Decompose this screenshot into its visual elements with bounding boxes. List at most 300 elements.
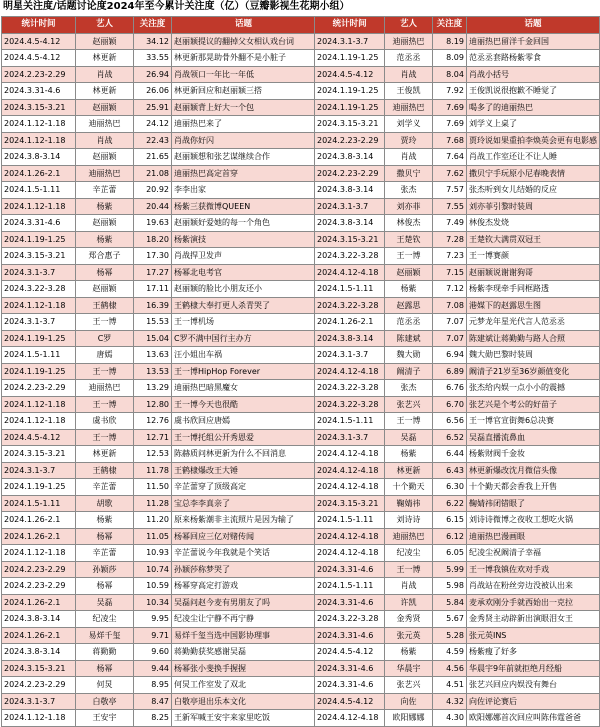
cell-date: 2024.3.15-3.21 xyxy=(315,495,385,512)
cell-value: 12.76 xyxy=(134,413,172,430)
cell-artist: 杨紫 xyxy=(76,512,134,529)
table-row xyxy=(2,429,316,446)
cell-value: 6.05 xyxy=(432,545,466,562)
cell-date: 2024.2.23-2.29 xyxy=(2,66,76,83)
cell-date: 2024.2.23-2.29 xyxy=(2,578,76,595)
cell-artist: 肖战 xyxy=(76,66,134,83)
cell-value: 6.52 xyxy=(432,429,466,446)
cell-topic: 赵丽颖说谢谢狗哥 xyxy=(466,264,599,281)
cell-value: 6.56 xyxy=(432,413,466,430)
table-row xyxy=(315,66,600,83)
header-date: 统计时间 xyxy=(2,17,76,34)
cell-topic: 杨紫瘦了好多 xyxy=(466,644,599,661)
cell-topic: 华晨宇9年前就拒绝月经船 xyxy=(466,660,599,677)
cell-artist: 吴磊 xyxy=(385,429,433,446)
cell-value: 13.53 xyxy=(134,363,172,380)
table-row xyxy=(315,297,600,314)
cell-date: 2024.4.12-4.18 xyxy=(315,710,385,727)
cell-topic: 王鹤棣大奉打更人杀青哭了 xyxy=(172,297,316,314)
cell-date: 2024.1.26-2.1 xyxy=(315,314,385,331)
table-row xyxy=(315,363,600,380)
cell-artist: 肖战 xyxy=(385,578,433,595)
cell-topic: 辛芷蕾穿了顶级高定 xyxy=(172,479,316,496)
cell-date: 2024.4.5-4.12 xyxy=(315,66,385,83)
cell-value: 7.12 xyxy=(432,281,466,298)
cell-topic: 纪凌尘让宁静不再宁静 xyxy=(172,611,316,628)
cell-topic: 陈建斌让蒋勤勤与路人合照 xyxy=(466,330,599,347)
cell-topic: 赵丽颖想和张艺谋继续合作 xyxy=(172,149,316,166)
table-row xyxy=(315,149,600,166)
cell-topic: 赵丽颖提议的翻掉父女相认戏台词 xyxy=(172,33,316,50)
cell-artist: 王鹤棣 xyxy=(76,297,134,314)
cell-topic: 林更新回应和赵丽颖三搭 xyxy=(172,83,316,100)
cell-date: 2024.3.8-3.14 xyxy=(315,215,385,232)
cell-artist: 肖战 xyxy=(385,149,433,166)
cell-value: 34.12 xyxy=(134,33,172,50)
cell-topic: 刘诗诗微博之夜收工想吃火锅 xyxy=(466,512,599,529)
cell-artist: 易烊千玺 xyxy=(76,627,134,644)
cell-artist: 张艺兴 xyxy=(385,677,433,694)
cell-date: 2024.3.22-3.28 xyxy=(315,297,385,314)
cell-value: 22.43 xyxy=(134,132,172,149)
cell-date: 2024.3.8-3.14 xyxy=(315,182,385,199)
cell-artist: 林更新 xyxy=(76,83,134,100)
cell-value: 7.69 xyxy=(432,99,466,116)
table-row xyxy=(315,165,600,182)
cell-artist: C罗 xyxy=(76,330,134,347)
cell-value: 8.04 xyxy=(432,66,466,83)
table-row xyxy=(315,314,600,331)
cell-date: 2024.3.15-3.21 xyxy=(315,231,385,248)
cell-value: 4.59 xyxy=(432,644,466,661)
table-row xyxy=(2,710,316,727)
cell-artist: 阚清子 xyxy=(385,363,433,380)
cell-artist: 王一博 xyxy=(385,561,433,578)
header-date: 统计时间 xyxy=(315,17,385,34)
table-row xyxy=(2,149,316,166)
cell-date: 2024.3.15-3.21 xyxy=(315,116,385,133)
cell-date: 2024.3.31-4.6 xyxy=(315,594,385,611)
cell-artist: 肖战 xyxy=(76,132,134,149)
cell-date: 2024.3.1-3.7 xyxy=(2,314,76,331)
cell-topic: 迪丽热巴留洋千金回国 xyxy=(466,33,599,50)
table-row xyxy=(315,99,600,116)
cell-value: 7.55 xyxy=(432,198,466,215)
cell-date: 2024.3.22-3.28 xyxy=(2,281,76,298)
table-row xyxy=(315,264,600,281)
table-row xyxy=(2,215,316,232)
cell-date: 2024.3.31-4.6 xyxy=(315,660,385,677)
cell-value: 16.39 xyxy=(134,297,172,314)
cell-artist: 范丞丞 xyxy=(385,314,433,331)
cell-value: 20.44 xyxy=(134,198,172,215)
cell-value: 7.28 xyxy=(432,231,466,248)
table-row xyxy=(2,512,316,529)
table-row xyxy=(315,545,600,562)
cell-topic: 王楚钦大满贯双冠王 xyxy=(466,231,599,248)
cell-topic: 迪丽热巴来了 xyxy=(172,116,316,133)
cell-date: 2024.1.26-2.1 xyxy=(2,627,76,644)
cell-date: 2024.1.19-1.25 xyxy=(2,231,76,248)
cell-topic: 贾玲说如果重拍李焕英会更有电影感 xyxy=(466,132,599,149)
cell-artist: 贾玲 xyxy=(385,132,433,149)
cell-artist: 赵丽颖 xyxy=(76,33,134,50)
table-row xyxy=(315,33,600,50)
cell-topic: 十个勤天都会香我上开售 xyxy=(466,479,599,496)
cell-artist: 赵丽颖 xyxy=(76,149,134,166)
cell-date: 2024.3.15-3.21 xyxy=(2,660,76,677)
cell-artist: 肖战 xyxy=(385,66,433,83)
cell-artist: 何炅 xyxy=(76,677,134,694)
cell-value: 10.59 xyxy=(134,578,172,595)
cell-artist: 张艺兴 xyxy=(385,396,433,413)
table-row xyxy=(315,578,600,595)
table-row xyxy=(315,215,600,232)
table-row xyxy=(315,660,600,677)
cell-topic: 魏大勋巴黎时装周 xyxy=(466,347,599,364)
cell-date: 2024.1.12-1.18 xyxy=(2,198,76,215)
table-row xyxy=(2,446,316,463)
table-row xyxy=(315,380,600,397)
right-header-row xyxy=(315,17,600,34)
cell-date: 2024.4.5-4.12 xyxy=(2,33,76,50)
cell-date: 2024.1.26-2.1 xyxy=(2,594,76,611)
table-row xyxy=(315,330,600,347)
cell-value: 11.28 xyxy=(134,495,172,512)
cell-date: 2024.1.5-1.11 xyxy=(315,281,385,298)
cell-date: 2024.1.19-1.25 xyxy=(2,479,76,496)
table-row xyxy=(315,446,600,463)
cell-date: 2024.3.1-3.7 xyxy=(2,693,76,710)
right-table-body xyxy=(315,33,600,726)
cell-topic: 杨幂回应三亿对赌传闻 xyxy=(172,528,316,545)
cell-value: 15.04 xyxy=(134,330,172,347)
cell-topic: 肖战站在粉丝旁边没被认出来 xyxy=(466,578,599,595)
cell-topic: 肖战工作室还让不让人睡 xyxy=(466,149,599,166)
cell-value: 7.68 xyxy=(432,132,466,149)
cell-topic: 虞书欣回应唐嫣 xyxy=(172,413,316,430)
cell-date: 2024.1.5-1.11 xyxy=(315,578,385,595)
cell-artist: 王楚钦 xyxy=(385,231,433,248)
cell-artist: 王一博 xyxy=(76,396,134,413)
cell-value: 19.63 xyxy=(134,215,172,232)
cell-topic: 张杰给内娱一点小小的震撼 xyxy=(466,380,599,397)
cell-topic: 张艺兴是个考公的好苗子 xyxy=(466,396,599,413)
cell-date: 2024.3.31-4.6 xyxy=(315,561,385,578)
table-row xyxy=(315,182,600,199)
cell-topic: 杨幂穿高定打游戏 xyxy=(172,578,316,595)
cell-artist: 杨紫 xyxy=(385,281,433,298)
cell-date: 2024.1.12-1.18 xyxy=(2,710,76,727)
cell-artist: 杨紫 xyxy=(385,644,433,661)
cell-topic: 易烊千玺当选中国影协理事 xyxy=(172,627,316,644)
cell-value: 4.51 xyxy=(432,677,466,694)
cell-artist: 刘诗诗 xyxy=(385,512,433,529)
cell-value: 6.43 xyxy=(432,462,466,479)
cell-topic: 王一博我镇佐欢对手戏 xyxy=(466,561,599,578)
header-topic: 话题 xyxy=(466,17,599,34)
cell-artist: 林更新 xyxy=(385,462,433,479)
table-row xyxy=(2,380,316,397)
header-value: 关注度 xyxy=(134,17,172,34)
table-row xyxy=(2,314,316,331)
cell-date: 2024.3.31-4.6 xyxy=(2,83,76,100)
cell-date: 2024.1.12-1.18 xyxy=(2,413,76,430)
cell-topic: 鞠婧祎闭错眼了 xyxy=(466,495,599,512)
cell-artist: 迪丽热巴 xyxy=(385,33,433,50)
table-row xyxy=(2,264,316,281)
cell-value: 11.05 xyxy=(134,528,172,545)
cell-value: 4.56 xyxy=(432,660,466,677)
cell-date: 2024.4.12-4.18 xyxy=(315,363,385,380)
table-row xyxy=(2,479,316,496)
cell-topic: 赵丽颖的脸比小朋友还小 xyxy=(172,281,316,298)
cell-value: 7.15 xyxy=(432,264,466,281)
table-row xyxy=(2,231,316,248)
cell-value: 24.12 xyxy=(134,116,172,133)
cell-artist: 王一博 xyxy=(385,248,433,265)
left-header-row xyxy=(2,17,316,34)
cell-value: 7.23 xyxy=(432,248,466,265)
cell-topic: 喝多了的迪丽热巴 xyxy=(466,99,599,116)
cell-value: 26.06 xyxy=(134,83,172,100)
cell-date: 2024.1.26-2.1 xyxy=(2,165,76,182)
cell-value: 5.99 xyxy=(432,561,466,578)
cell-artist: 迪丽热巴 xyxy=(76,380,134,397)
cell-artist: 王俊凯 xyxy=(385,83,433,100)
table-row xyxy=(315,561,600,578)
cell-value: 9.71 xyxy=(134,627,172,644)
cell-date: 2024.1.19-1.25 xyxy=(315,99,385,116)
cell-value: 12.80 xyxy=(134,396,172,413)
table-row xyxy=(315,710,600,727)
cell-date: 2024.1.12-1.18 xyxy=(2,545,76,562)
cell-topic: 赵丽颖好爱她的每一个角色 xyxy=(172,215,316,232)
cell-artist: 郑合惠子 xyxy=(76,248,134,265)
cell-topic: 李李出家 xyxy=(172,182,316,199)
table-row xyxy=(2,99,316,116)
cell-date: 2024.3.31-4.6 xyxy=(315,677,385,694)
cell-date: 2024.3.1-3.7 xyxy=(315,198,385,215)
cell-value: 4.30 xyxy=(432,710,466,727)
table-row xyxy=(2,396,316,413)
table-row xyxy=(2,561,316,578)
cell-date: 2024.2.23-2.29 xyxy=(2,677,76,694)
cell-artist: 赵丽颖 xyxy=(76,215,134,232)
cell-topic: 迪丽热巴暗黑魔女 xyxy=(172,380,316,397)
cell-value: 11.50 xyxy=(134,479,172,496)
cell-value: 8.19 xyxy=(432,33,466,50)
cell-value: 18.20 xyxy=(134,231,172,248)
cell-value: 7.07 xyxy=(432,314,466,331)
cell-topic: C罗不满中国行主办方 xyxy=(172,330,316,347)
cell-topic: 林更新爆改沈月微信头像 xyxy=(466,462,599,479)
cell-date: 2024.1.19-1.25 xyxy=(2,330,76,347)
cell-date: 2024.4.5-4.12 xyxy=(2,50,76,67)
cell-value: 5.98 xyxy=(432,578,466,595)
left-table xyxy=(1,16,316,727)
cell-date: 2024.1.26-2.1 xyxy=(2,528,76,545)
cell-date: 2024.2.23-2.29 xyxy=(2,380,76,397)
cell-topic: 肖战你好闪 xyxy=(172,132,316,149)
table-row xyxy=(2,462,316,479)
cell-date: 2024.3.15-3.21 xyxy=(2,99,76,116)
table-row xyxy=(2,66,316,83)
table-row xyxy=(315,479,600,496)
page-title: 明星关注度/话题讨论度2024年至今累计关注度（亿）（豆瓣影视生花期小组） xyxy=(3,1,350,12)
cell-artist: 杨紫 xyxy=(385,446,433,463)
table-row xyxy=(315,116,600,133)
cell-date: 2024.3.8-3.14 xyxy=(315,149,385,166)
cell-topic: 肖战小括号 xyxy=(466,66,599,83)
cell-topic: 港媒下的赵露思生图 xyxy=(466,297,599,314)
table-row xyxy=(2,83,316,100)
cell-date: 2024.3.22-3.28 xyxy=(315,248,385,265)
cell-topic: 王新军喊王安宇来家里吃饭 xyxy=(172,710,316,727)
cell-artist: 辛芷蕾 xyxy=(76,479,134,496)
cell-date: 2024.4.12-4.18 xyxy=(315,545,385,562)
cell-topic: 肖战领口一年比一年低 xyxy=(172,66,316,83)
cell-date: 2024.4.5-4.12 xyxy=(315,693,385,710)
table-row xyxy=(315,248,600,265)
cell-topic: 王俊凯说很抱歉不睡觉了 xyxy=(466,83,599,100)
cell-date: 2024.3.1-3.7 xyxy=(315,33,385,50)
header-artist: 艺人 xyxy=(76,17,134,34)
cell-topic: 林俊杰发烧 xyxy=(466,215,599,232)
cell-artist: 林俊杰 xyxy=(385,215,433,232)
cell-date: 2024.1.12-1.18 xyxy=(2,116,76,133)
cell-value: 10.34 xyxy=(134,594,172,611)
table-row xyxy=(315,528,600,545)
cell-artist: 张杰 xyxy=(385,380,433,397)
table-row xyxy=(315,611,600,628)
cell-artist: 金秀贤 xyxy=(385,611,433,628)
cell-topic: 金秀贤主动辟新出演眼泪女王 xyxy=(466,611,599,628)
cell-artist: 唐嫣 xyxy=(76,347,134,364)
table-row xyxy=(2,413,316,430)
cell-date: 2024.4.5-4.12 xyxy=(2,429,76,446)
table-row xyxy=(315,347,600,364)
cell-value: 10.93 xyxy=(134,545,172,562)
cell-value: 6.94 xyxy=(432,347,466,364)
cell-artist: 胡歌 xyxy=(76,495,134,512)
cell-value: 7.07 xyxy=(432,330,466,347)
cell-value: 11.20 xyxy=(134,512,172,529)
cell-topic: 汪小姐出车祸 xyxy=(172,347,316,364)
table-row xyxy=(2,198,316,215)
table-row xyxy=(2,677,316,694)
cell-date: 2024.3.1-3.7 xyxy=(315,347,385,364)
cell-date: 2024.3.1-3.7 xyxy=(2,462,76,479)
right-table xyxy=(314,16,600,727)
cell-value: 6.89 xyxy=(432,363,466,380)
cell-artist: 杨紫 xyxy=(76,231,134,248)
cell-artist: 杨幂 xyxy=(76,578,134,595)
table-row xyxy=(2,33,316,50)
table-row xyxy=(2,116,316,133)
cell-topic: 欧阳娜娜首次回应叫陈伟霆爸爸 xyxy=(466,710,599,727)
cell-topic: 刘学义上桌了 xyxy=(466,116,599,133)
cell-value: 17.27 xyxy=(134,264,172,281)
cell-topic: 张艺兴回应内娱没有舞台 xyxy=(466,677,599,694)
cell-artist: 鞠婧祎 xyxy=(385,495,433,512)
cell-artist: 魏大勋 xyxy=(385,347,433,364)
cell-topic: 范丞丞套路杨紫零食 xyxy=(466,50,599,67)
cell-value: 6.30 xyxy=(432,479,466,496)
cell-date: 2024.4.12-4.18 xyxy=(315,264,385,281)
cell-artist: 刘学义 xyxy=(385,116,433,133)
cell-artist: 孙颖莎 xyxy=(76,561,134,578)
cell-artist: 杨幂 xyxy=(76,264,134,281)
table-row xyxy=(2,594,316,611)
cell-artist: 十个勤天 xyxy=(385,479,433,496)
cell-topic: 张杰听到女儿结婚的反应 xyxy=(466,182,599,199)
cell-value: 26.94 xyxy=(134,66,172,83)
cell-topic: 王鹤棣爆改王大锤 xyxy=(172,462,316,479)
cell-artist: 虞书欣 xyxy=(76,413,134,430)
table-row xyxy=(2,330,316,347)
cell-date: 2024.1.19-1.25 xyxy=(2,363,76,380)
cell-artist: 王鹤棣 xyxy=(76,462,134,479)
cell-date: 2024.1.12-1.18 xyxy=(2,132,76,149)
cell-artist: 华晨宇 xyxy=(385,660,433,677)
cell-topic: 孙颖莎称梦哭了 xyxy=(172,561,316,578)
cell-date: 2024.2.23-2.29 xyxy=(2,561,76,578)
cell-artist: 白敬亭 xyxy=(76,693,134,710)
table-row xyxy=(2,693,316,710)
cell-date: 2024.3.22-3.28 xyxy=(315,396,385,413)
cell-date: 2024.3.22-3.28 xyxy=(315,611,385,628)
table-row xyxy=(315,644,600,661)
cell-value: 8.47 xyxy=(134,693,172,710)
cell-artist: 杨幂 xyxy=(76,528,134,545)
cell-value: 8.95 xyxy=(134,677,172,694)
cell-topic: 张元英INS xyxy=(466,627,599,644)
cell-topic: 王一博HipHop Forever xyxy=(172,363,316,380)
cell-topic: 王一博托组公开秀恩爱 xyxy=(172,429,316,446)
cell-topic: 向佐评论赛后 xyxy=(466,693,599,710)
cell-date: 2024.3.1-3.7 xyxy=(315,429,385,446)
cell-value: 11.78 xyxy=(134,462,172,479)
table-row xyxy=(315,677,600,694)
table-row xyxy=(315,512,600,529)
cell-value: 13.63 xyxy=(134,347,172,364)
table-row xyxy=(315,594,600,611)
cell-date: 2024.3.31-4.6 xyxy=(315,627,385,644)
cell-artist: 王一博 xyxy=(76,429,134,446)
cell-date: 2024.1.19-1.25 xyxy=(315,83,385,100)
cell-value: 12.53 xyxy=(134,446,172,463)
cell-date: 2024.4.12-4.18 xyxy=(315,462,385,479)
table-row xyxy=(315,462,600,479)
cell-artist: 蒋勤勤 xyxy=(76,644,134,661)
cell-value: 5.28 xyxy=(432,627,466,644)
table-row xyxy=(2,165,316,182)
cell-topic: 林更新那晃助骨外翻不是小脏子 xyxy=(172,50,316,67)
cell-topic: 杨幂张小斐换手握握 xyxy=(172,660,316,677)
cell-date: 2024.4.12-4.18 xyxy=(315,446,385,463)
table-row xyxy=(315,429,600,446)
cell-value: 7.57 xyxy=(432,182,466,199)
cell-artist: 王一博 xyxy=(385,413,433,430)
cell-date: 2024.1.5-1.11 xyxy=(315,512,385,529)
cell-topic: 王一博机场 xyxy=(172,314,316,331)
cell-value: 10.74 xyxy=(134,561,172,578)
cell-value: 7.69 xyxy=(432,116,466,133)
cell-value: 8.25 xyxy=(134,710,172,727)
table-row xyxy=(2,578,316,595)
cell-topic: 迪丽热巴漫画眼 xyxy=(466,528,599,545)
